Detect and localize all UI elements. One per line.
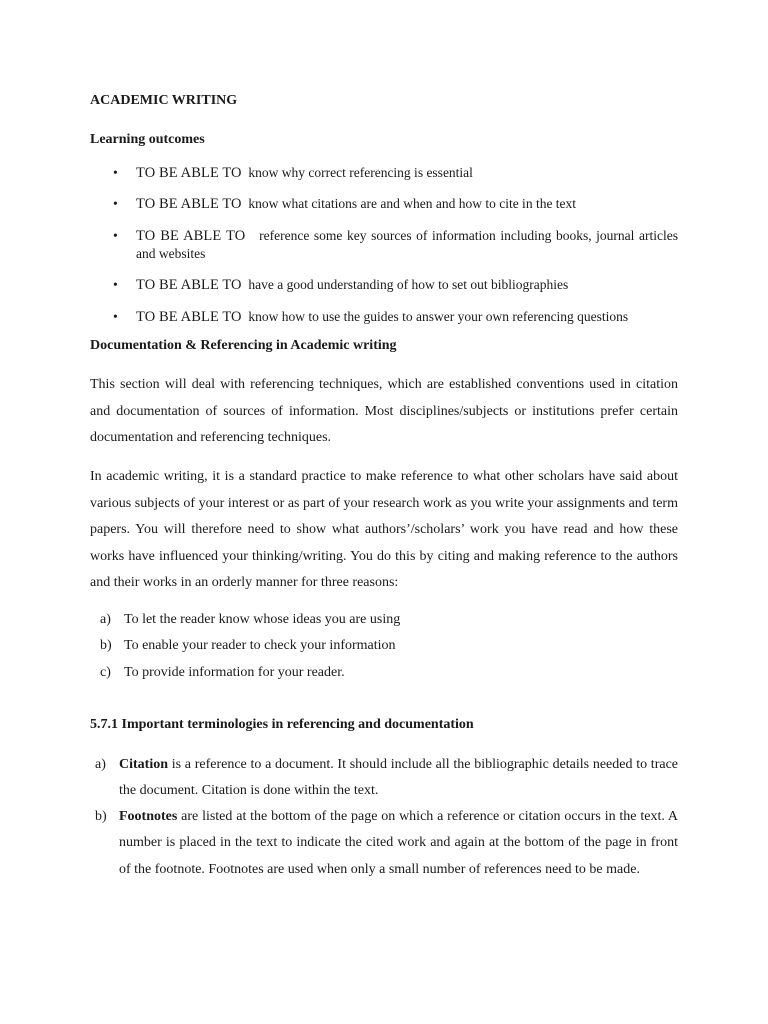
bullet-icon: • <box>113 196 118 211</box>
term-definition: is a reference to a document. It should include all the bibliographic details needed to trace the document. Citation is done within the text. <box>119 757 678 799</box>
paragraph: In academic writing, it is a standard practice to make reference to what other scholars have said about various subjects of your interest or as part of your research work as you write your assignments and term papers. You will therefore need to show what authors’/scholars’ work you have read and how these works have influenced your thinking/writing. You do this by citing and making reference to the authors and their works in an orderly manner for three reasons: <box>90 469 678 590</box>
paragraph: This section will deal with referencing techniques, which are established conventions used in citation and documentation of sources of information. Most disciplines/subjects or institutions prefer certain documentation and referencing techniques. <box>90 377 678 445</box>
bullet-icon: • <box>113 309 118 324</box>
item-text: reference some key sources of information including books, journal articles and websites <box>136 228 678 261</box>
item-lead: TO BE ABLE TO <box>136 277 242 293</box>
learning-outcomes-heading: Learning outcomes <box>90 132 205 147</box>
item-text: have a good understanding of how to set out bibliographies <box>248 277 569 292</box>
bullet-icon: • <box>113 277 118 292</box>
list-text: To provide information for your reader. <box>124 665 345 680</box>
item-text: know how to use the guides to answer your own referencing questions <box>248 309 629 324</box>
item-lead: TO BE ABLE TO <box>136 196 242 212</box>
item-lead: TO BE ABLE TO <box>136 165 242 181</box>
term: Footnotes <box>119 809 178 824</box>
item-lead: TO BE ABLE TO <box>136 309 242 325</box>
term-definition: are listed at the bottom of the page on which a reference or citation occurs in the text. A number is placed in the text to indicate the cited work and again at the bottom of the page in front of the footnote. Footnotes are used when only a small number of references need to be made. <box>119 809 678 877</box>
list-marker: b) <box>100 638 112 653</box>
term: Citation <box>119 757 168 772</box>
bullet-icon: • <box>113 165 118 180</box>
bullet-icon: • <box>113 228 118 243</box>
page-title: ACADEMIC WRITING <box>90 93 238 108</box>
terminologies-heading: 5.7.1 Important terminologies in referencing and documentation <box>90 717 474 732</box>
list-marker: a) <box>95 757 106 772</box>
documentation-heading: Documentation & Referencing in Academic writing <box>90 338 397 353</box>
list-marker: b) <box>95 809 107 824</box>
list-text: To enable your reader to check your information <box>124 638 396 653</box>
item-lead: TO BE ABLE TO <box>136 228 246 244</box>
item-text: know why correct referencing is essential <box>248 165 473 180</box>
list-marker: c) <box>100 665 111 680</box>
item-text: know what citations are and when and how to cite in the text <box>248 196 577 211</box>
list-text: To let the reader know whose ideas you are using <box>124 612 401 627</box>
list-marker: a) <box>100 612 111 627</box>
